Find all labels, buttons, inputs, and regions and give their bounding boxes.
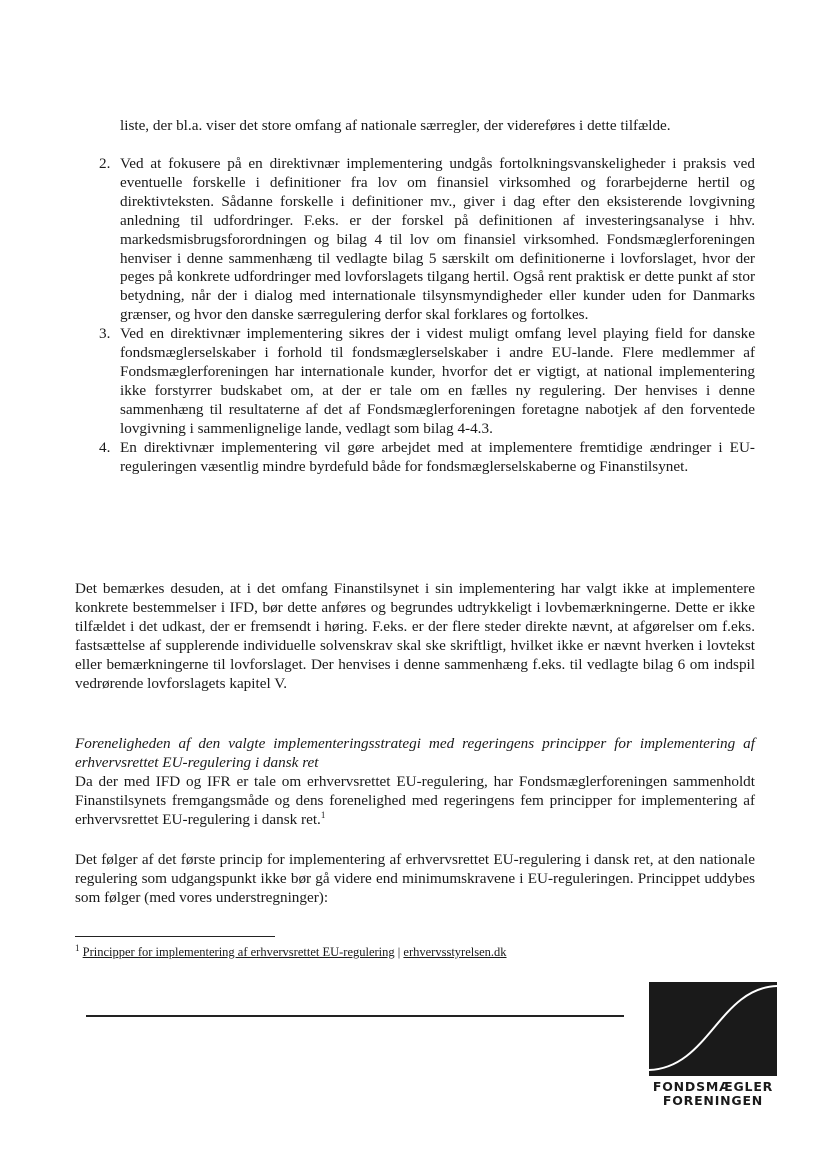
list-item-number: 3. (99, 325, 111, 343)
logo-text (644, 1080, 782, 1108)
list-item-number: 2. (99, 155, 111, 172)
footnote-source-link[interactable]: erhvervsstyrelsen.dk (403, 945, 507, 959)
logo-line-2: FORENINGEN (662, 1093, 764, 1108)
list-item (75, 325, 755, 438)
footer-divider (86, 1015, 624, 1017)
logo-line-1: FONDSMÆGLER (652, 1079, 774, 1094)
list-item-text: Ved at fokusere på en direktivnær implementering undgås fortolkningsvanskeligheder i praksis ved eventuelle forskelle i definitioner fra lov om finansiel virksomhed og forarbejderne hertil og direktivteksten. Sådanne forskelle i definitioner mv., giver i dag efter den eksisterende lovgivning anledning til udfordringer. F.eks. er der forskel på definitionen af investeringsanalyse i hhv. markedsmisbrugsforordningen og bilag 4 til lov om finansiel virksomhed. Fondsmæglerforeningen henviser i denne sammenhæng til vedlagte bilag 5 særskilt om definitionerne i lovforslaget, hvor der peges på konkrete udfordringer med lovforslagets tilgang hertil. Også rent praktisk er dette punkt af stor betydning, når der i dialog med internationale tilsynsmyndigheder eller kunder uden for Danmarks grænser, og hvor den danske særregulering derfor skal forklares og fortolkes. (120, 155, 755, 324)
body-paragraph: Det bemærkes desuden, at i det omfang Finanstilsynet i sin implementering har valgt ikke at implementere konkrete bestemmelser i IFD, bør dette anføres og begrundes udtrykkeligt i lovbemærkningerne. Dette er ikke tilfældet i det udkast, der er fremsendt i høring. F.eks. er der flere steder direkte nævnt, at afgørelser om f.eks. fastsættelse af supplerende individuelle solvenskrav skal ske skriftligt, hvilket ikke er nævnt hverken i lovtekst eller bemærkningerne til lovforslaget. Der henvises i denne sammenhæng f.eks. til vedlagte bilag 6 om indspil vedrørende lovforslagets kapitel V. (75, 580, 755, 692)
list-item-number: 4. (99, 438, 111, 456)
list-item-1-continuation: liste, der bl.a. viser det store omfang af nationale særregler, der videreføres i dette tilfælde. (120, 117, 671, 134)
list-item (75, 155, 755, 325)
body-paragraph (75, 773, 755, 830)
body-paragraph: Det følger af det første princip for implementering af erhvervsrettet EU-regulering i dansk ret, at den nationale regulering som udgangspunkt ikke bør gå videre end minimumskravene i EU-reguleringen. Princippet uddybes som følger (med vores understregninger): (75, 851, 755, 906)
footnote-link[interactable]: Principper for implementering af erhvervsrettet EU-regulering (82, 945, 395, 959)
footnote-separator: | (394, 945, 404, 959)
footnote (75, 944, 507, 960)
section-heading: Foreneligheden af den valgte implementeringsstrategi med regeringens principper for implementering af erhvervsrettet EU-regulering i dansk ret (75, 735, 755, 771)
footnote-reference[interactable]: 1 (320, 809, 326, 820)
footnote-divider (75, 936, 275, 937)
organization-logo (644, 982, 782, 1108)
logo-mark-icon (649, 982, 777, 1076)
list-item-text: En direktivnær implementering vil gøre arbejdet med at implementere fremtidige ændringer i EU-reguleringen væsentlig mindre byrdefuld både for fondsmæglerselskaberne og Finanstilsynet. (120, 438, 755, 475)
footnote-number: 1 (75, 942, 80, 953)
numbered-list (75, 155, 755, 476)
list-item-text: Ved en direktivnær implementering sikres der i videst muligt omfang level playing field for danske fondsmæglerselskaber i forhold til fondsmæglerselskaber i andre EU-lande. Flere medlemmer af Fondsmæglerforeningen har internationale kunder, hvorfor det er vigtigt, at national implementering ikke forstyrrer budskabet om, at der er tale om en fælles ny regulering. Der henvises i denne sammenhæng til resultaterne af det af Fondsmæglerforeningen foretagne nabotjek af den forventede lovgivning i sammenlignelige lande, vedlagt som bilag 4-4.3. (120, 325, 755, 437)
list-item (75, 439, 755, 477)
section (75, 735, 755, 830)
body-paragraph-text: Da der med IFD og IFR er tale om erhvervsrettet EU-regulering, har Fondsmæglerforeningen sammenholdt Finanstilsynets fremgangsmåde og dens forenelighed med regeringens fem principper for implementering af erhvervsrettet EU-regulering i dansk ret. (75, 772, 755, 828)
